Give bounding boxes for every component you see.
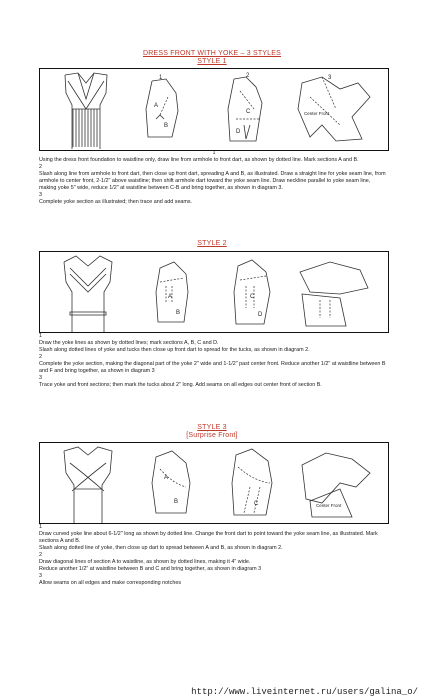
step-number: 3	[39, 573, 42, 579]
section-label-a: A	[164, 475, 169, 481]
center-front-label: Center Front	[304, 111, 330, 116]
diagram-number-2: 2	[246, 73, 250, 79]
instruction-paragraph: Trace yoke and front sections; then mark the tucks about 2" long. Add seams on all edges out center front of section B.	[39, 382, 322, 388]
instruction-paragraph: Slash along dotted line of yoke, then close up dart to spread between A and B, as shown in diagram 2.	[39, 545, 283, 551]
style2-diagram-1	[156, 262, 188, 322]
diagram-number-1: 1	[159, 75, 163, 81]
section-label-d: D	[236, 129, 241, 135]
style3-dress-figure	[64, 447, 112, 523]
style3-illustration	[40, 443, 388, 523]
page-heading: DRESS FRONT WITH YOKE – 3 STYLES	[142, 50, 281, 57]
source-url: http://www.liveinternet.ru/users/galina_o/	[191, 687, 418, 697]
style1-diagram-2	[228, 77, 262, 141]
style2-diagram-3	[300, 262, 368, 326]
style1-diagram-panel	[39, 68, 389, 151]
instruction-paragraph: Complete the yoke section, making the diagonal part of the yoke 2" wide and 1-1/2" past center front. Reduce another 1/2" at waistline between B and F and bring together, as shown in diagram 3	[39, 361, 386, 374]
step-number: 2	[39, 552, 42, 558]
instruction-paragraph: Draw the yoke lines as shown by dotted lines; mark sections A, B, C and D.	[39, 340, 219, 346]
style2-diagram-panel	[39, 251, 389, 333]
section-label-d: D	[258, 312, 263, 318]
style3-subtitle: [Surprise Front]	[186, 432, 238, 439]
instruction-paragraph: Using the dress front foundation to waistline only, draw line from armhole to front dart, as shown by dotted line. Mark sections A and B.	[39, 157, 359, 163]
style2-dress-figure	[64, 256, 112, 332]
step-number: 1	[39, 333, 42, 339]
style1-instructions	[39, 150, 389, 206]
instruction-paragraph: Reduce another 1/2" at waistline between B and C and bring together, as shown in diagram 3	[39, 566, 262, 572]
section-label-c: C	[246, 109, 251, 115]
style1-dress-figure	[65, 73, 107, 149]
style1-diagram-3	[298, 77, 370, 141]
style3-diagram-1	[152, 451, 190, 513]
step-number: 3	[39, 375, 42, 381]
step-number: 1	[39, 524, 42, 530]
style3-diagram-2	[232, 449, 272, 515]
section-label-a: A	[168, 294, 173, 300]
section-label-b: B	[174, 499, 179, 505]
instruction-paragraph: Slash along dotted lines of yoke and tucks then close up front dart to spread for the tucks, as shown in diagram 2.	[39, 347, 310, 353]
style1-title: STYLE 1	[197, 58, 227, 65]
diagram-number-3: 3	[328, 75, 332, 81]
instruction-paragraph: Complete yoke section as illustrated; then trace and add seams.	[39, 199, 193, 205]
center-front-label: Center Front	[316, 503, 342, 508]
step-number: 2	[39, 354, 42, 360]
step-number: 2	[39, 164, 42, 170]
style2-illustration	[40, 252, 388, 332]
step-number: 3	[39, 192, 42, 198]
style3-diagram-panel	[39, 442, 389, 524]
section-label-c: C	[254, 501, 259, 507]
style2-diagram-2	[234, 260, 270, 324]
style3-title: STYLE 3	[197, 424, 227, 431]
style2-title: STYLE 2	[197, 240, 227, 247]
style3-instructions	[39, 524, 389, 587]
instruction-paragraph: Allow seams on all edges and make corresponding notches	[39, 580, 182, 586]
instruction-paragraph: Draw diagonal lines of section A to waistline, as shown by dotted lines, making it 4" wide.	[39, 559, 251, 565]
instruction-paragraph: Slash along line from armhole to front dart, then close up front dart, spreading A and B, as illustrated. Draw a straight line for yoke seam line, from armhole to center front, 2-1/2" above waistline; then shift armhole dart toward the yoke seam line. Draw neckline parallel to yoke seam line, making yoke 5" wide, reduce 1/2" at waistline between C-B and bring together, as shown in diagram 3.	[39, 171, 386, 191]
section-label-a: A	[154, 103, 159, 109]
section-label-b: B	[164, 123, 169, 129]
section-label-c: C	[250, 294, 255, 300]
section-label-b: B	[176, 310, 181, 316]
instruction-paragraph: Draw curved yoke line about 6-1/2" long as shown by dotted line. Change the front dart to point toward the yoke seam line, as illustrated. Mark sections A and B.	[39, 531, 378, 544]
style2-instructions	[39, 333, 389, 389]
style1-illustration	[40, 69, 388, 150]
style1-diagram-1	[146, 79, 178, 137]
step-number: 1	[212, 150, 216, 156]
